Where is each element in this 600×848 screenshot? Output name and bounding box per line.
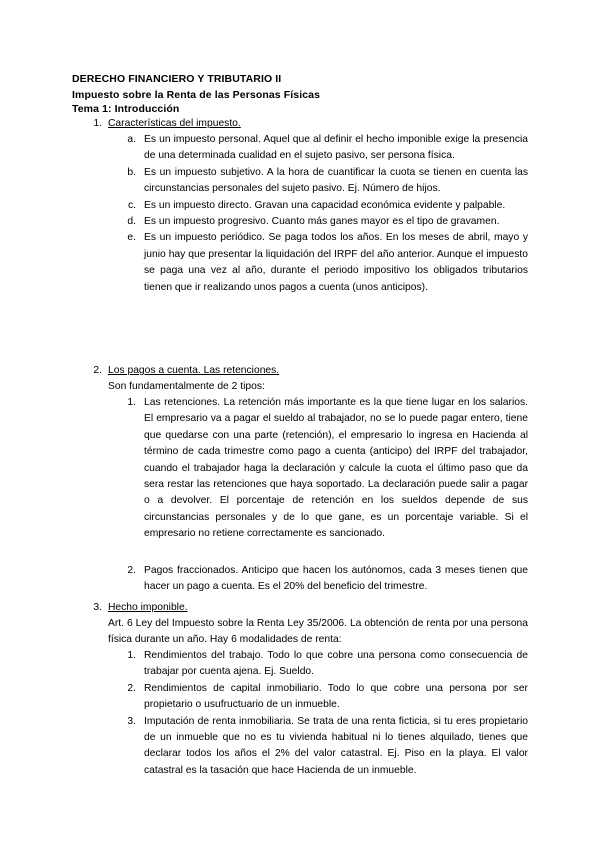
list-marker: a. [127,134,136,145]
list-item-text: Pagos fraccionados. Anticipo que hacen los autónomos, cada 3 meses tienen que hacer un pago a cuenta. Es el 20% del beneficio del trimestre. [144,564,528,593]
list-marker: d. [127,216,136,228]
course-title: DERECHO FINANCIERO Y TRIBUTARIO II [72,73,282,85]
section-title: Hecho imponible. [108,602,188,613]
list-marker: 2. [127,564,136,576]
list-item-text: Imputación de renta inmobiliaria. Se trata de una renta ficticia, si tu eres propietario de un inmueble que no es tu vivienda habitual ni lo tienes alquilado, tienes que declarar todos los años el 2% del valor catastral. Ej. Piso en la playa. El valor catastral es la tasación que hace Hacienda de un inmueble. [144,715,528,776]
list-item-text: Rendimientos de capital inmobiliario. Todo lo que cobre una persona por ser propietario o usufructuario de un inmueble. [144,682,528,711]
characteristics-list [127,132,528,296]
section-number: 2. [93,365,102,376]
section-intro: Son fundamentalmente de 2 tipos: [108,381,265,392]
section-intro: Art. 6 Ley del Impuesto sobre la Renta Ley 35/2006. La obtención de renta por una persona física durante un año. Hay 6 modalidades de renta: [108,618,528,646]
list-item [127,648,528,681]
section-title: Los pagos a cuenta. Las retenciones. [108,365,280,376]
list-item-text: Rendimientos del trabajo. Todo lo que cobre una persona como consecuencia de trabajar por cuenta ajena. Ej. Sueldo. [144,650,528,678]
list-item-text: Las retenciones. La retención más importante es la que tiene lugar en los salarios. El empresario va a pagar el sueldo al trabajador, no se lo puede pagar entero, tiene que quedarse con una parte (retención), el empresario lo ingresa en Hacienda al término de cada trimestre como pago a cuenta (anticipo) del IRPF del trabajador, cuando el trabajador haga la declaración y calcule la cuota el último paso que da sera restar las retenciones que haya soportado. La declaración puede salir a pagar o a devolver. El porcentaje de retención en los sueldos depende de sus circunstancias personales y de lo que gane, es un porcentaje variable. Si el empresario no retiene correctamente es sancionado. [144,397,528,540]
list-marker: 3. [127,715,136,727]
list-item [127,714,528,780]
list-item [127,132,528,165]
list-item [127,563,528,596]
list-item-text: Es un impuesto directo. Gravan una capacidad económica evidente y palpable. [144,199,506,211]
list-item [127,198,528,214]
list-item-text: Es un impuesto periódico. Se paga todos los años. En los meses de abril, mayo y junio hay que presentar la liquidación del IRPF del año anterior. Aunque el impuesto se paga una vez al año, durante el periodo impositivo los obligados tributarios tienen que ir realizando unos pagos a cuenta (unos anticipos). [144,232,528,293]
list-item-text: Es un impuesto progresivo. Cuanto más ganes mayor es el tipo de gravamen. [144,216,500,228]
payments-list [127,395,528,595]
topic-title: Tema 1: Introducción [72,103,180,115]
list-marker: 2. [127,682,136,694]
list-item [127,681,528,714]
list-marker: 1. [127,397,136,408]
section-number: 3. [93,602,102,613]
list-marker: 1. [127,650,136,661]
list-item [127,395,528,543]
list-item [127,230,528,296]
section-number: 1. [93,118,102,129]
list-item-text: Es un impuesto personal. Aquel que al definir el hecho imponible exige la presencia de una determinada cualidad en el sujeto pasivo, ser persona física. [144,134,528,162]
income-types-list [127,648,528,779]
list-item-text: Es un impuesto subjetivo. A la hora de cuantificar la cuota se tienen en cuenta las circunstancias personales del sujeto pasivo. Ej. Número de hijos. [144,166,528,195]
subject-title: Impuesto sobre la Renta de las Personas Físicas [72,89,321,101]
list-marker: c. [127,199,136,211]
list-item [127,165,528,198]
list-marker: b. [127,166,136,178]
section-title: Características del impuesto. [108,118,241,129]
list-marker: e. [127,232,136,244]
list-item [127,214,528,230]
